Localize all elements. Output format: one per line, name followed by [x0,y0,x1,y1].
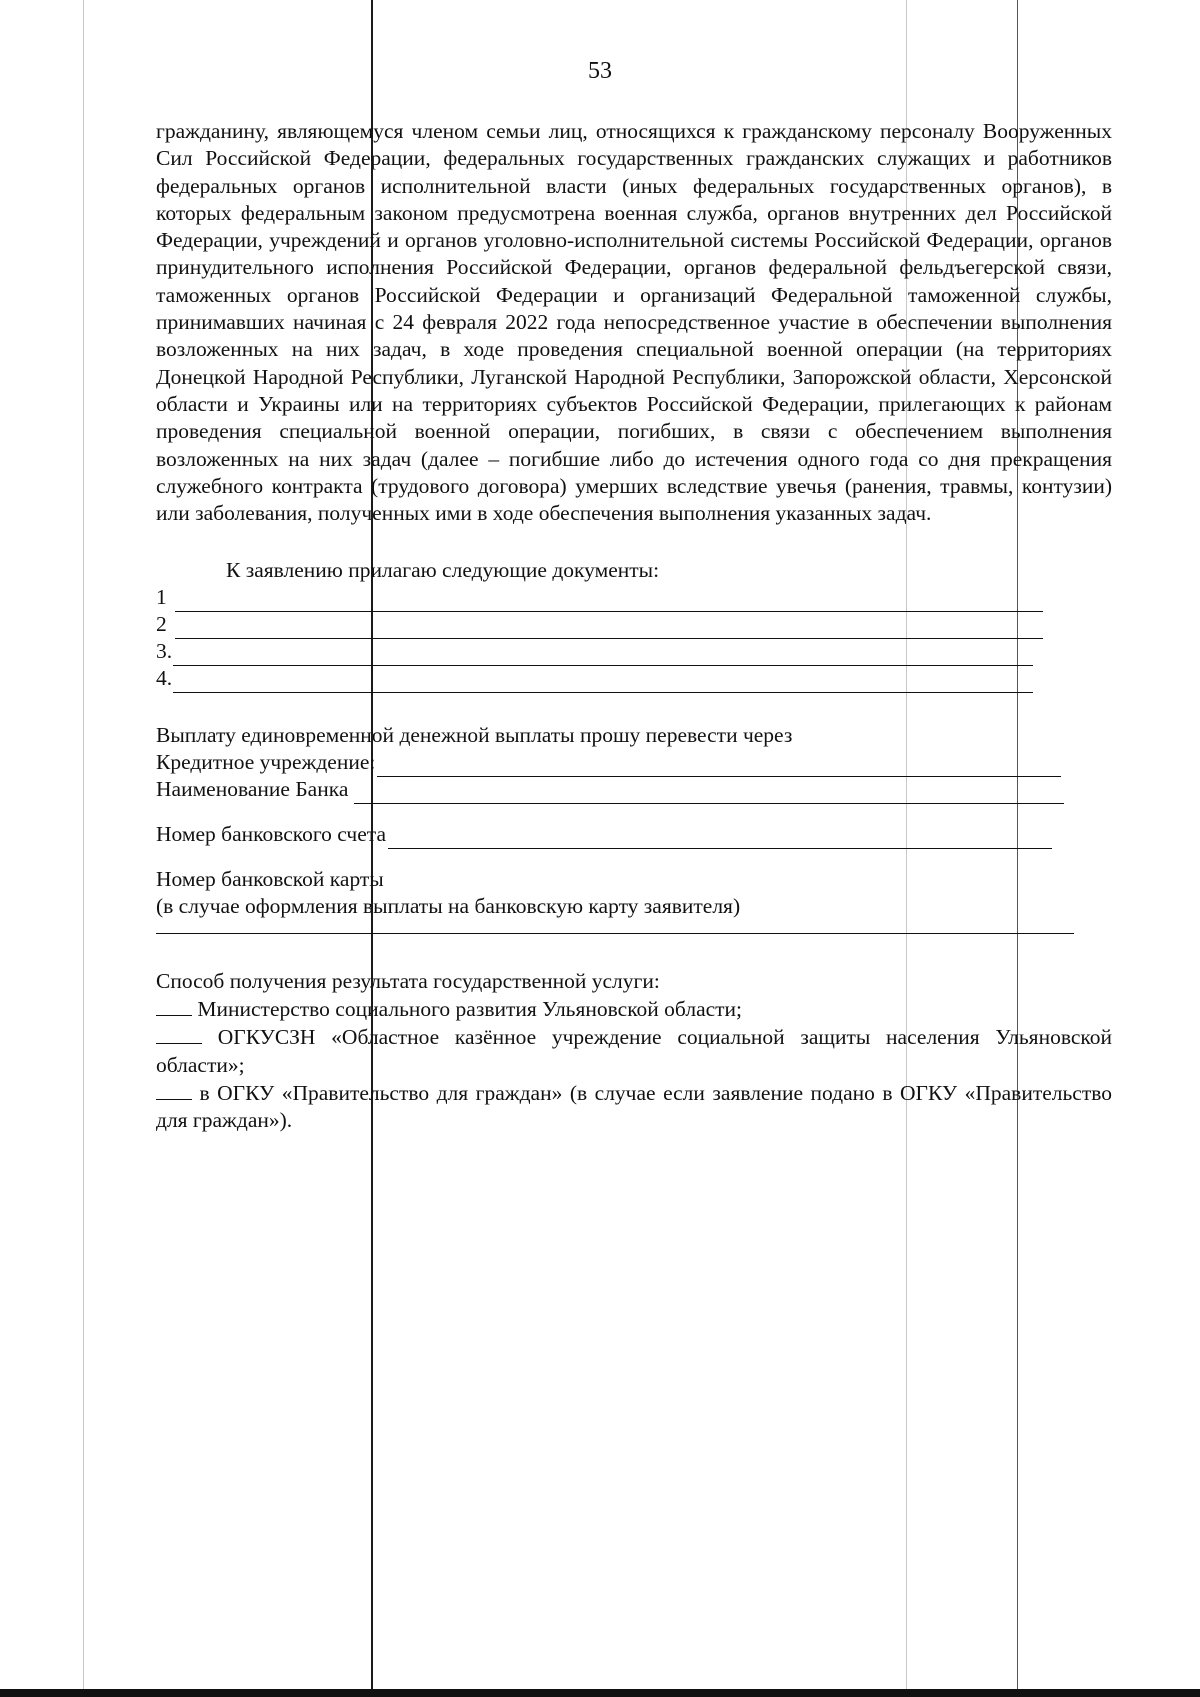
payment-intro: Выплату единовременной денежной выплаты прошу перевести через [156,723,793,748]
document-body [156,118,1112,1135]
document-line[interactable] [156,639,1112,666]
document-line-number: 4. [156,666,173,691]
card-number-label: Номер банковской карты [156,867,384,892]
card-number-row [156,867,1112,894]
document-line[interactable] [156,612,1112,639]
documents-intro: К заявлению прилагаю следующие документы: [226,558,660,583]
document-blank[interactable] [173,672,1033,693]
document-blank[interactable] [175,618,1043,639]
document-line[interactable] [156,585,1112,612]
account-number-label: Номер банковского счета [156,822,386,847]
document-blank[interactable] [175,591,1043,612]
account-number-field[interactable] [388,828,1052,849]
document-blank[interactable] [173,645,1033,666]
bank-name-row [156,777,1112,804]
document-line-number: 3. [156,639,173,664]
result-method-option [156,1079,1112,1135]
option-checkbox-blank[interactable] [156,995,192,1016]
option-label: в ОГКУ «Правительство для граждан» (в случае если заявление подано в ОГКУ «Правительство для граждан»). [156,1080,1113,1133]
option-checkbox-blank[interactable] [156,1079,192,1100]
bank-name-field[interactable] [354,783,1064,804]
document-line-number: 1 [156,585,167,610]
result-method-section [156,968,1112,1135]
option-label: ОГКУСЗН «Областное казённое учреждение социальной защиты населения Ульяновской области»; [156,1025,1113,1077]
result-method-option [156,1023,1112,1079]
page-number: 53 [588,58,612,84]
main-paragraph: гражданину, являющемуся членом семьи лиц, относящихся к гражданскому персоналу Вооруженных Сил Российской Федерации, федеральных государственных гражданских служащих и работников федеральных органов исполнительной власти (иных федеральных государственных органов), в которых федеральным законом предусмотрена военная служба, органов внутренних дел Российской Федерации, учреждений и органов уголовно-исполнительной системы Российской Федерации, органов принудительного исполнения Российской Федерации, органов федеральной фельдъегерской связи, таможенных органов Российской Федерации и организаций Федеральной таможенной службы, принимавших начиная с 24 февраля 2022 года непосредственное участие в обеспечении выполнения возложенных на них задач, в ходе проведения специальной военной операции (на территориях Донецкой Народной Республики, Луганской Народной Республики, Запорожской области, Херсонской области и Украины или на территориях субъектов Российской Федерации, прилегающих к районам проведения специальной военной операции, погибших, в связи с обеспечением выполнения возложенных на них задач (далее – погибшие либо до истечения одного года со дня прекращения служебного контракта (трудового договора) умерших вследствие увечья (ранения, травмы, контузии) или заболевания, полученных ими в ходе обеспечения выполнения указанных задач. [156,119,1112,526]
bank-name-label: Наименование Банка [156,777,349,802]
document-line-number: 2 [156,612,167,637]
result-method-title: Способ получения результата государственной услуги: [156,968,660,993]
credit-institution-row [156,750,1112,777]
scan-bottom-edge [0,1689,1200,1697]
payment-intro-row [156,723,1112,750]
account-number-row [156,822,1112,849]
credit-institution-field[interactable] [377,756,1061,777]
document-line[interactable] [156,666,1112,693]
option-label: Министерство социального развития Ульяновской области; [197,997,743,1022]
spacer [156,804,1112,822]
result-method-option [156,995,1112,1023]
documents-section [156,557,1112,692]
card-note-row [156,894,1112,921]
payment-section [156,723,1112,934]
card-number-field[interactable] [156,921,1074,934]
card-note: (в случае оформления выплаты на банковскую карту заявителя) [156,894,741,919]
credit-institution-label: Кредитное учреждение: [156,750,376,775]
option-checkbox-blank[interactable] [156,1023,202,1044]
scan-artifact-line [83,0,84,1689]
spacer [156,849,1112,867]
